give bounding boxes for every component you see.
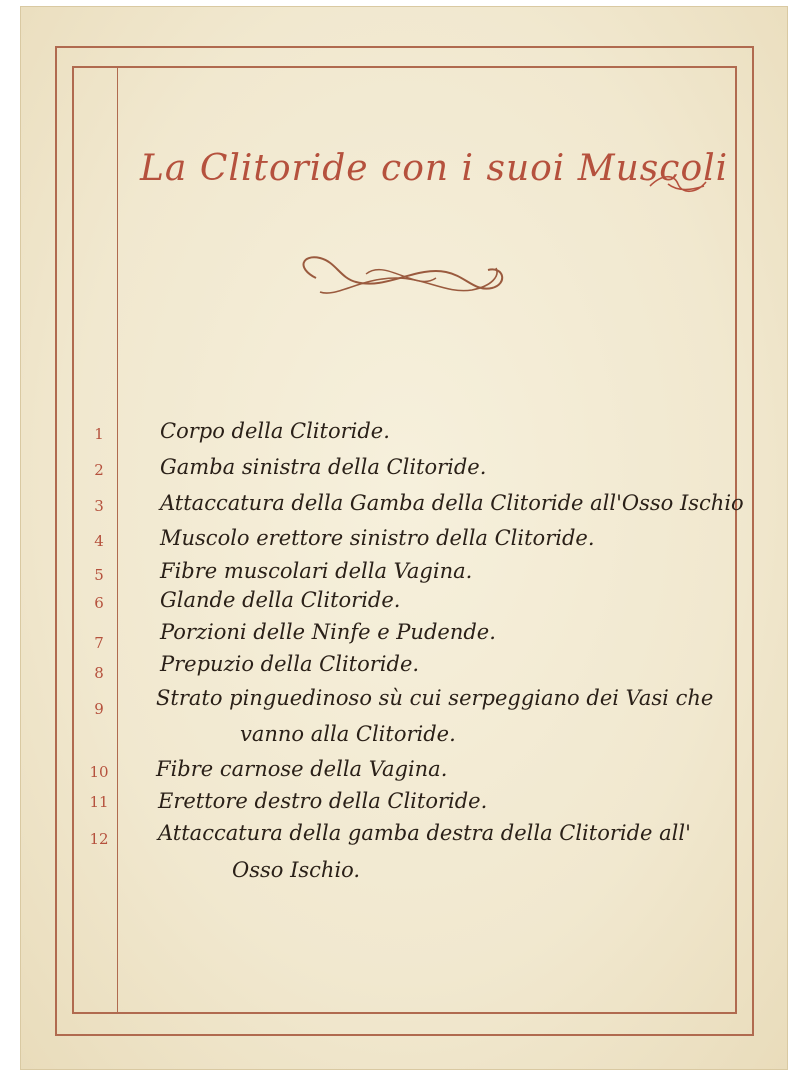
entry-number: 1 <box>94 425 104 443</box>
entry-text: Gamba sinistra della Clitoride. <box>160 455 487 479</box>
entry-text: Fibre carnose della Vagina. <box>156 757 448 781</box>
entry-number: 7 <box>94 634 104 652</box>
entry-text: Prepuzio della Clitoride. <box>160 652 420 676</box>
entry-number: 6 <box>94 594 104 612</box>
entry-text: Porzioni delle Ninfe e Pudende. <box>160 620 496 644</box>
title-flourish-icon <box>648 172 708 196</box>
entry-text: Attaccatura della Gamba della Clitoride all'Osso Ischio <box>160 491 744 515</box>
entry-number: 11 <box>89 793 109 811</box>
entry-text: Attaccatura della gamba destra della Clitoride all' <box>158 821 691 845</box>
entry-number: 9 <box>94 700 104 718</box>
entry-number: 2 <box>94 461 104 479</box>
entry-continuation: Osso Ischio. <box>232 858 361 882</box>
entry-number: 4 <box>94 532 104 550</box>
margin-rule <box>117 66 118 1014</box>
entry-number: 3 <box>94 497 104 515</box>
page-title: La Clitoride con i suoi Muscoli <box>140 148 729 189</box>
flourish-ornament-icon <box>296 248 508 308</box>
entry-number: 5 <box>94 566 104 584</box>
entry-number: 10 <box>89 763 109 781</box>
entry-text: Erettore destro della Clitoride. <box>158 789 488 813</box>
entry-text: Fibre muscolari della Vagina. <box>160 559 473 583</box>
entry-text: Corpo della Clitoride. <box>160 419 390 443</box>
entry-number: 12 <box>89 830 109 848</box>
entry-text: Strato pinguedinoso sù cui serpeggiano dei Vasi che <box>156 686 714 710</box>
entry-number: 8 <box>94 664 104 682</box>
entry-continuation: vanno alla Clitoride. <box>240 722 456 746</box>
entry-text: Muscolo erettore sinistro della Clitoride. <box>160 526 595 550</box>
entry-text: Glande della Clitoride. <box>160 588 401 612</box>
